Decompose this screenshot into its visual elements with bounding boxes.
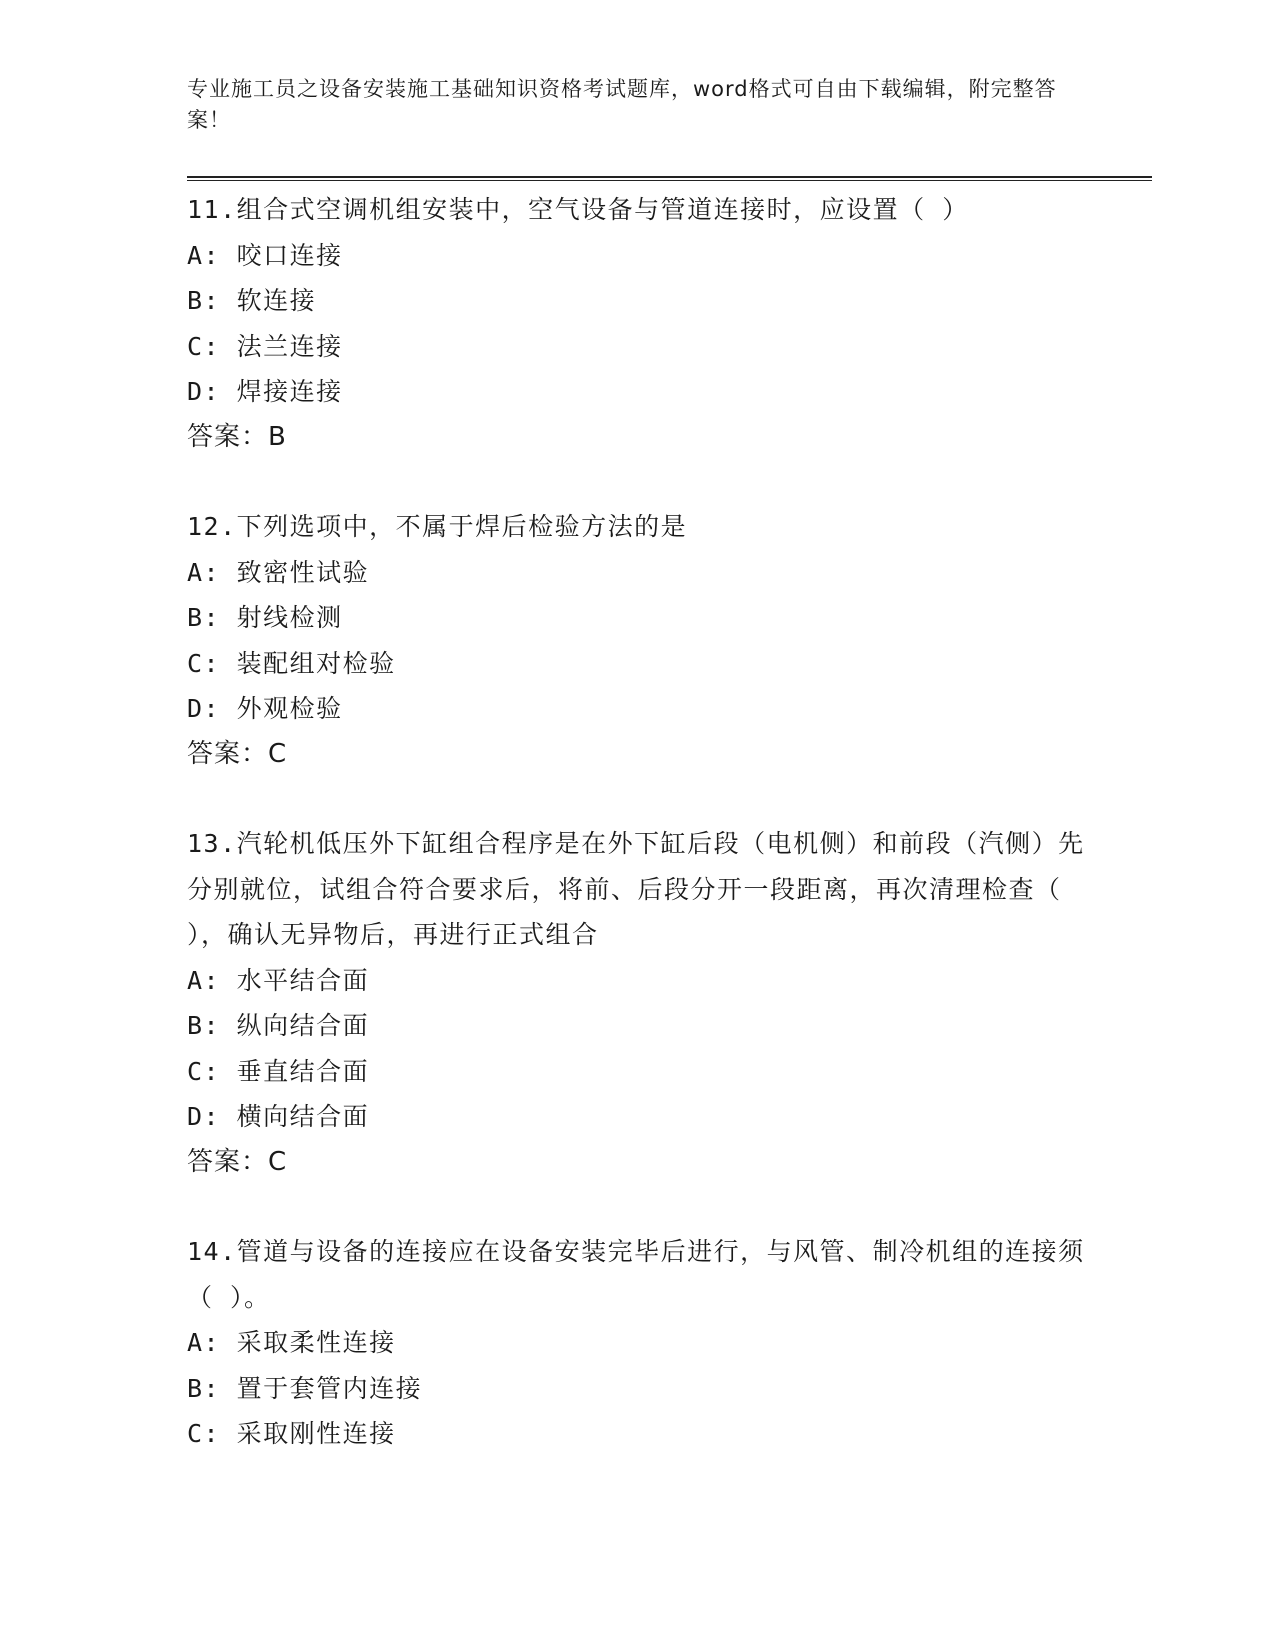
question-stem: 11.组合式空调机组安装中，空气设备与管道连接时，应设置（ ） <box>187 195 969 224</box>
option-c: C: 法兰连接 <box>187 331 343 361</box>
option-b: B: 纵向结合面 <box>187 1011 370 1040</box>
option-c: C: 采取刚性连接 <box>187 1419 396 1448</box>
question-list <box>187 187 1087 1457</box>
option-c: C: 装配组对检验 <box>187 648 396 678</box>
question-item <box>187 1229 1087 1457</box>
answer: 答案：B <box>187 421 287 452</box>
option-a: A: 致密性试验 <box>187 557 370 587</box>
answer: 答案：C <box>187 738 288 769</box>
question-stem: 12.下列选项中，不属于焊后检验方法的是 <box>187 512 688 541</box>
option-c: C: 垂直结合面 <box>187 1056 370 1086</box>
question-stem: 14.管道与设备的连接应在设备安装完毕后进行，与风管、制冷机组的连接须（ ）。 <box>187 1237 1085 1312</box>
question-stem: 13.汽轮机低压外下缸组合程序是在外下缸后段（电机侧）和前段（汽侧）先分别就位，试组合符合要求后，将前、后段分开一段距离，再次清理检查（ ），确认无异物后，再进行正式组合 <box>187 829 1085 949</box>
question-item <box>187 504 1087 777</box>
option-b: B: 软连接 <box>187 286 317 315</box>
answer: 答案：C <box>187 1146 288 1177</box>
option-a: A: 采取柔性连接 <box>187 1328 396 1357</box>
question-item <box>187 821 1087 1185</box>
option-a: A: 水平结合面 <box>187 965 370 995</box>
option-d: D: 横向结合面 <box>187 1102 370 1131</box>
option-b: B: 射线检测 <box>187 603 343 632</box>
header-divider <box>187 176 1152 181</box>
document-header: 专业施工员之设备安装施工基础知识资格考试题库，word格式可自由下载编辑，附完整答案！ <box>187 77 1057 132</box>
option-b: B: 置于套管内连接 <box>187 1373 423 1403</box>
option-d: D: 外观检验 <box>187 694 343 723</box>
question-item <box>187 187 1087 460</box>
option-d: D: 焊接连接 <box>187 377 343 406</box>
option-a: A: 咬口连接 <box>187 240 343 270</box>
